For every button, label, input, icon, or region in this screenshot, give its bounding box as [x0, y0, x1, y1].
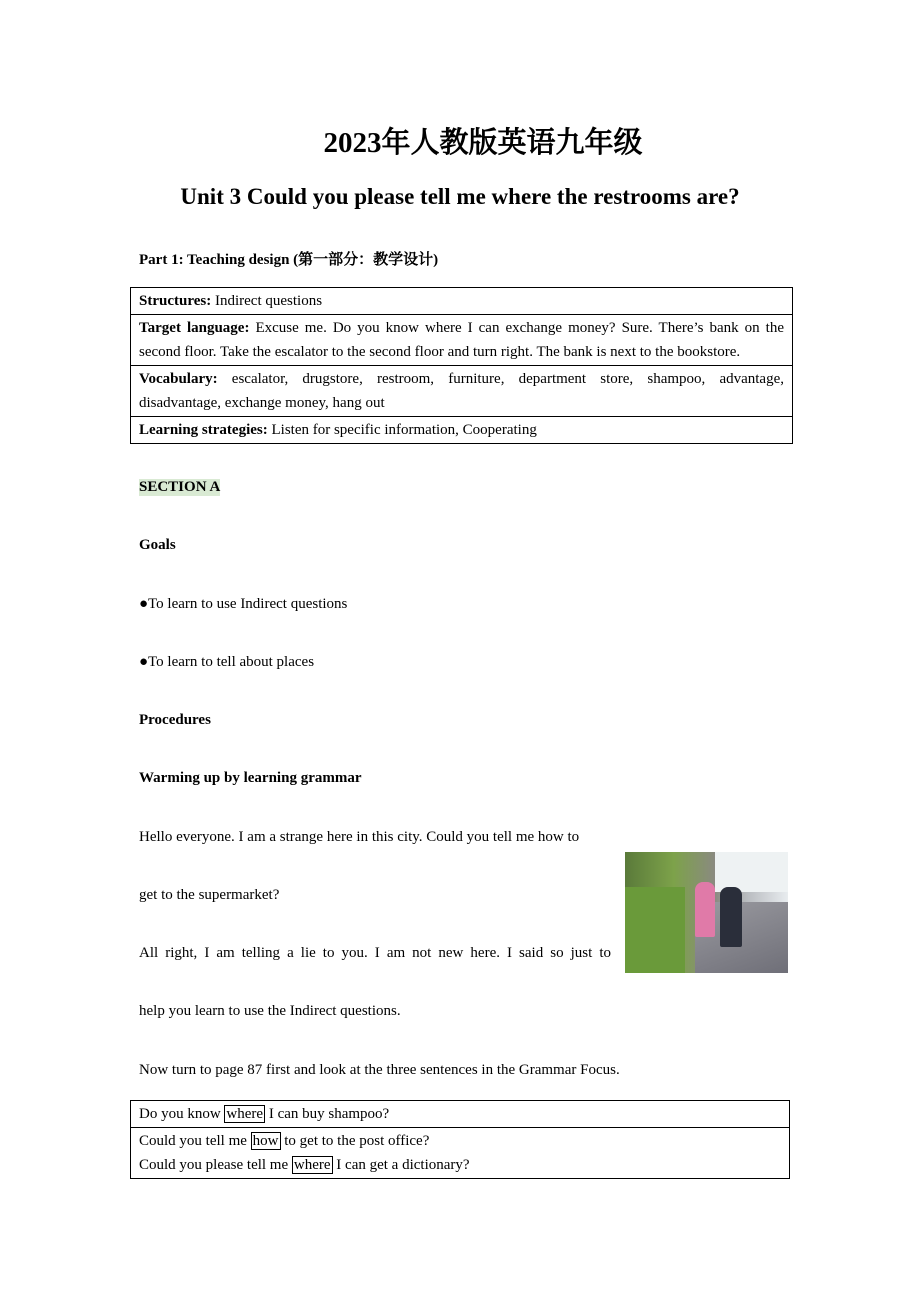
- row-label: Learning strategies:: [139, 422, 268, 438]
- goals-heading: Goals: [139, 537, 176, 553]
- row-text: Excuse me. Do you know where I can exchange money? Sure. There’s bank on the second floor. Take the escalator to the second floor and turn right. The bank is next to the bookstore.: [139, 320, 784, 360]
- table-row: [131, 366, 793, 417]
- table-row: [131, 1128, 790, 1179]
- table-row: [131, 288, 793, 315]
- sentence-text: I can buy shampoo?: [265, 1106, 390, 1122]
- row-label: Target language:: [139, 320, 250, 336]
- design-table: [130, 287, 793, 444]
- warming-heading: Warming up by learning grammar: [139, 770, 362, 786]
- question-word: where: [293, 1157, 331, 1173]
- row-label: Vocabulary:: [139, 371, 218, 387]
- section-heading: SECTION A: [139, 479, 221, 495]
- paragraph-line: Now turn to page 87 first and look at the three sentences in the Grammar Focus.: [139, 1062, 620, 1078]
- sentence-text: I can get a dictionary?: [332, 1157, 470, 1173]
- goal-item: ●To learn to tell about places: [139, 654, 315, 670]
- table-row: [131, 315, 793, 366]
- paragraph-line: get to the supermarket?: [139, 887, 280, 903]
- table-row: [131, 1101, 790, 1128]
- unit-title: Unit 3 Could you please tell me where the restrooms are?: [180, 184, 740, 209]
- question-word: where: [226, 1106, 264, 1122]
- sentence-text: Could you tell me: [139, 1133, 251, 1149]
- table-row: [131, 417, 793, 444]
- row-text: Listen for specific information, Cooperating: [267, 422, 537, 438]
- procedures-heading: Procedures: [139, 712, 211, 728]
- document-title: 2023年人教版英语九年级: [323, 127, 643, 159]
- paragraph-line: help you learn to use the Indirect questions.: [139, 1003, 401, 1019]
- paragraph-line: All right, I am telling a lie to you. I am not new here. I said so just to: [139, 945, 611, 961]
- question-word: how: [252, 1133, 279, 1149]
- part-heading: Part 1: Teaching design (第一部分：教学设计): [139, 252, 439, 268]
- paragraph-line: Hello everyone. I am a strange here in this city. Could you tell me how to: [139, 829, 580, 845]
- goal-item: ●To learn to use Indirect questions: [139, 596, 348, 612]
- sentence-text: Could you please tell me: [139, 1157, 292, 1173]
- sentence-text: to get to the post office?: [280, 1133, 430, 1149]
- street-photo: [625, 852, 788, 973]
- row-label: Structures:: [139, 293, 212, 309]
- row-text: escalator, drugstore, restroom, furniture, department store, shampoo, advantage, disadvantage, exchange money, hang out: [139, 371, 784, 411]
- sentence-text: Do you know: [139, 1106, 225, 1122]
- grammar-table: [130, 1100, 790, 1179]
- row-text: Indirect questions: [211, 293, 323, 309]
